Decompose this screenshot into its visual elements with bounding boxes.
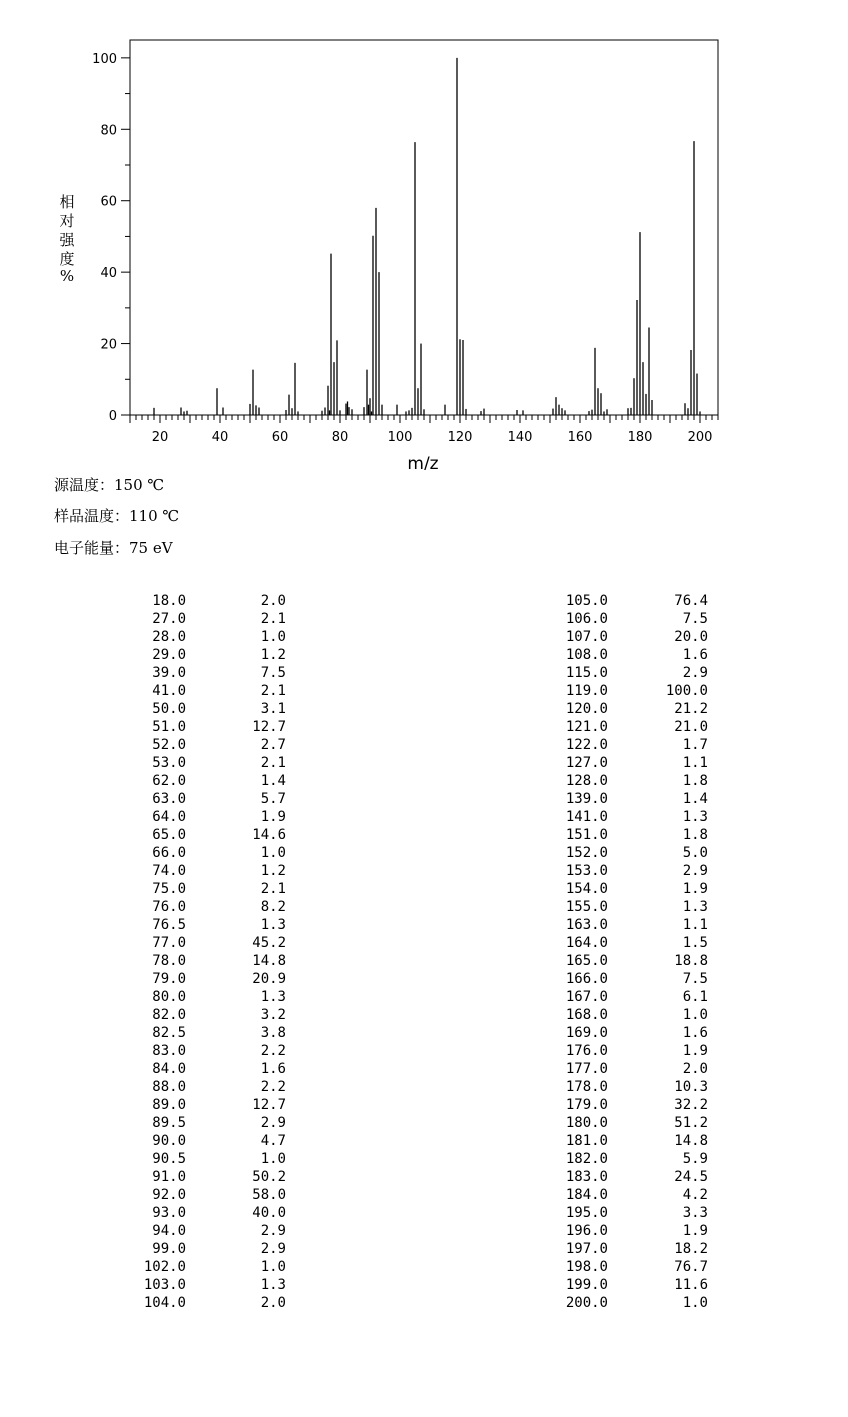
peak-intensity: 3.2	[260, 1007, 286, 1023]
peak-mz: 50.0	[152, 701, 186, 717]
peak-mz: 200.0	[565, 1295, 608, 1311]
peak-intensity: 7.5	[682, 611, 708, 627]
peak-intensity: 10.3	[674, 1079, 708, 1095]
peak-intensity: 3.3	[682, 1205, 708, 1221]
peak-intensity: 5.7	[260, 791, 286, 807]
peak-intensity: 100.0	[665, 683, 708, 699]
peak-intensity: 1.9	[682, 881, 708, 897]
peak-intensity: 1.8	[682, 827, 708, 843]
peak-mz: 121.0	[565, 719, 608, 735]
peak-intensity: 2.2	[260, 1079, 286, 1095]
peak-intensity: 1.9	[260, 809, 286, 825]
x-tick-label: 20	[151, 430, 169, 445]
x-tick-label: 80	[331, 430, 349, 445]
x-tick-label: 120	[447, 430, 473, 445]
peak-intensity: 4.7	[260, 1133, 286, 1149]
peak-mz: 89.0	[152, 1097, 186, 1113]
peak-intensity: 14.6	[252, 827, 286, 843]
plot-frame	[130, 40, 718, 415]
x-tick-label: 180	[627, 430, 653, 445]
peak-mz: 122.0	[565, 737, 608, 753]
x-tick-label: 60	[271, 430, 289, 445]
peak-intensity: 2.9	[260, 1115, 286, 1131]
peak-intensity: 14.8	[674, 1133, 708, 1149]
peak-mz: 108.0	[565, 647, 608, 663]
peak-intensity: 1.3	[260, 917, 286, 933]
peak-mz: 168.0	[565, 1007, 608, 1023]
peak-intensity: 40.0	[252, 1205, 286, 1221]
peak-intensity: 2.2	[260, 1043, 286, 1059]
peak-mz: 195.0	[565, 1205, 608, 1221]
peak-intensity: 1.2	[260, 863, 286, 879]
peak-mz: 63.0	[152, 791, 186, 807]
peak-mz: 89.5	[152, 1115, 186, 1131]
peak-mz: 199.0	[565, 1277, 608, 1293]
peak-intensity: 5.9	[682, 1151, 708, 1167]
peak-mz: 78.0	[152, 953, 186, 969]
peak-intensity: 2.9	[260, 1223, 286, 1239]
peak-mz: 151.0	[565, 827, 608, 843]
peak-mz: 64.0	[152, 809, 186, 825]
peak-mz: 82.0	[152, 1007, 186, 1023]
peak-mz: 105.0	[565, 593, 608, 609]
peak-intensity: 20.9	[252, 971, 286, 987]
peak-intensity: 76.4	[674, 593, 708, 609]
peak-intensity: 1.0	[260, 1259, 286, 1275]
peak-mz: 181.0	[565, 1133, 608, 1149]
peak-intensity: 8.2	[260, 899, 286, 915]
source-temperature: 源温度：150 ℃	[54, 476, 165, 494]
peak-mz: 29.0	[152, 647, 186, 663]
peak-mz: 127.0	[565, 755, 608, 771]
peak-mz: 198.0	[565, 1259, 608, 1275]
peak-mz: 76.0	[152, 899, 186, 915]
peak-bars	[154, 58, 700, 415]
peak-mz: 99.0	[152, 1241, 186, 1257]
peak-intensity: 1.6	[682, 1025, 708, 1041]
peak-intensity: 1.1	[682, 755, 708, 771]
peak-mz: 102.0	[143, 1259, 186, 1275]
peak-mz: 51.0	[152, 719, 186, 735]
peak-intensity: 7.5	[682, 971, 708, 987]
x-tick-label: 100	[387, 430, 413, 445]
peak-intensity: 2.0	[260, 593, 286, 609]
peak-mz: 62.0	[152, 773, 186, 789]
peak-intensity: 6.1	[682, 989, 708, 1005]
peak-intensity: 20.0	[674, 629, 708, 645]
peak-intensity: 5.0	[682, 845, 708, 861]
x-axis-label: m/z	[407, 454, 439, 470]
peak-mz: 115.0	[565, 665, 608, 681]
peak-intensity: 50.2	[252, 1169, 286, 1185]
peak-mz: 90.0	[152, 1133, 186, 1149]
peak-mz: 66.0	[152, 845, 186, 861]
peak-mz: 154.0	[565, 881, 608, 897]
mass-spectrum-chart	[0, 0, 848, 470]
peak-mz: 74.0	[152, 863, 186, 879]
x-tick-label: 160	[567, 430, 593, 445]
peak-mz: 197.0	[565, 1241, 608, 1257]
peak-mz: 179.0	[565, 1097, 608, 1113]
peak-mz: 196.0	[565, 1223, 608, 1239]
peak-mz: 27.0	[152, 611, 186, 627]
peak-mz: 104.0	[143, 1295, 186, 1311]
peak-intensity: 2.1	[260, 755, 286, 771]
peak-intensity: 12.7	[252, 719, 286, 735]
peak-intensity: 4.2	[682, 1187, 708, 1203]
peak-mz: 182.0	[565, 1151, 608, 1167]
peak-mz: 103.0	[143, 1277, 186, 1293]
peak-mz: 93.0	[152, 1205, 186, 1221]
peak-intensity: 1.0	[682, 1295, 708, 1311]
x-tick-label: 140	[507, 430, 533, 445]
y-tick-label: 20	[100, 337, 117, 353]
peak-intensity: 1.7	[682, 737, 708, 753]
peak-intensity: 1.0	[260, 1151, 286, 1167]
peak-intensity: 32.2	[674, 1097, 708, 1113]
peak-mz: 53.0	[152, 755, 186, 771]
peak-intensity: 1.4	[260, 773, 286, 789]
peak-mz: 120.0	[565, 701, 608, 717]
y-axis-label: 相对强度%	[59, 193, 75, 285]
peak-intensity: 2.7	[260, 737, 286, 753]
peak-mz: 41.0	[152, 683, 186, 699]
peak-mz: 178.0	[565, 1079, 608, 1095]
peak-intensity: 1.2	[260, 647, 286, 663]
peak-mz: 177.0	[565, 1061, 608, 1077]
peak-mz: 39.0	[152, 665, 186, 681]
peak-intensity: 2.0	[682, 1061, 708, 1077]
peak-mz: 90.5	[152, 1151, 186, 1167]
peak-intensity: 76.7	[674, 1259, 708, 1275]
peak-mz: 94.0	[152, 1223, 186, 1239]
y-tick-label: 60	[100, 194, 117, 210]
peak-intensity: 2.1	[260, 611, 286, 627]
peak-mz: 163.0	[565, 917, 608, 933]
peak-mz: 76.5	[152, 917, 186, 933]
peak-mz: 52.0	[152, 737, 186, 753]
peak-intensity: 2.0	[260, 1295, 286, 1311]
peak-mz: 88.0	[152, 1079, 186, 1095]
peak-intensity: 1.1	[682, 917, 708, 933]
y-tick-label: 0	[108, 409, 117, 424]
peak-mz: 176.0	[565, 1043, 608, 1059]
peak-intensity: 1.0	[260, 629, 286, 645]
peak-intensity: 2.1	[260, 881, 286, 897]
x-tick-label: 200	[687, 430, 713, 445]
peak-intensity: 1.3	[682, 899, 708, 915]
peak-intensity: 1.6	[260, 1061, 286, 1077]
plot-border	[130, 40, 718, 415]
peak-intensity: 1.0	[260, 845, 286, 861]
peak-mz: 79.0	[152, 971, 186, 987]
y-tick-label: 100	[92, 51, 117, 67]
peak-intensity: 1.4	[682, 791, 708, 807]
peak-intensity: 18.2	[674, 1241, 708, 1257]
peak-intensity: 1.9	[682, 1043, 708, 1059]
peak-mz: 119.0	[565, 683, 608, 699]
peak-intensity: 1.3	[260, 1277, 286, 1293]
peak-mz: 77.0	[152, 935, 186, 951]
y-axis	[92, 52, 130, 424]
peak-mz: 141.0	[565, 809, 608, 825]
x-axis	[130, 415, 718, 445]
peak-mz: 82.5	[152, 1025, 186, 1041]
peak-mz: 107.0	[565, 629, 608, 645]
peak-intensity: 7.5	[260, 665, 286, 681]
peak-mz: 184.0	[565, 1187, 608, 1203]
peak-mz: 153.0	[565, 863, 608, 879]
peak-intensity: 3.8	[260, 1025, 286, 1041]
peak-mz: 180.0	[565, 1115, 608, 1131]
peak-mz: 75.0	[152, 881, 186, 897]
peak-intensity: 2.9	[260, 1241, 286, 1257]
y-tick-label: 40	[100, 266, 117, 282]
peak-mz: 166.0	[565, 971, 608, 987]
peak-intensity: 45.2	[252, 935, 286, 951]
peak-mz: 80.0	[152, 989, 186, 1005]
peak-intensity: 14.8	[252, 953, 286, 969]
peak-intensity: 1.9	[682, 1223, 708, 1239]
peak-intensity: 1.3	[682, 809, 708, 825]
peak-intensity: 58.0	[252, 1187, 286, 1203]
peak-mz: 128.0	[565, 773, 608, 789]
peak-mz: 83.0	[152, 1043, 186, 1059]
peak-intensity: 18.8	[674, 953, 708, 969]
peak-mz: 165.0	[565, 953, 608, 969]
peak-intensity: 12.7	[252, 1097, 286, 1113]
peak-mz: 91.0	[152, 1169, 186, 1185]
peak-intensity: 21.2	[674, 701, 708, 717]
peak-intensity: 24.5	[674, 1169, 708, 1185]
peak-intensity: 1.0	[682, 1007, 708, 1023]
electron-energy: 电子能量：75 eV	[54, 539, 173, 557]
peak-mz: 167.0	[565, 989, 608, 1005]
sample-temperature: 样品温度：110 ℃	[54, 507, 180, 525]
peak-intensity: 1.8	[682, 773, 708, 789]
peak-mz: 139.0	[565, 791, 608, 807]
peak-mz: 169.0	[565, 1025, 608, 1041]
peak-mz: 28.0	[152, 629, 186, 645]
peak-intensity: 51.2	[674, 1115, 708, 1131]
peak-mz: 106.0	[565, 611, 608, 627]
peak-intensity: 21.0	[674, 719, 708, 735]
peak-mz: 183.0	[565, 1169, 608, 1185]
peak-intensity: 1.5	[682, 935, 708, 951]
peak-mz: 65.0	[152, 827, 186, 843]
peak-mz: 92.0	[152, 1187, 186, 1203]
peak-mz: 155.0	[565, 899, 608, 915]
peak-intensity: 1.3	[260, 989, 286, 1005]
y-tick-label: 80	[100, 123, 117, 139]
peak-intensity: 2.9	[682, 863, 708, 879]
peak-intensity: 1.6	[682, 647, 708, 663]
peak-intensity: 11.6	[674, 1277, 708, 1293]
peak-mz: 18.0	[152, 593, 186, 609]
x-tick-label: 40	[211, 430, 229, 445]
peak-mz: 152.0	[565, 845, 608, 861]
peak-intensity: 3.1	[260, 701, 286, 717]
peak-intensity: 2.9	[682, 665, 708, 681]
peak-mz: 164.0	[565, 935, 608, 951]
peak-intensity: 2.1	[260, 683, 286, 699]
peak-mz: 84.0	[152, 1061, 186, 1077]
